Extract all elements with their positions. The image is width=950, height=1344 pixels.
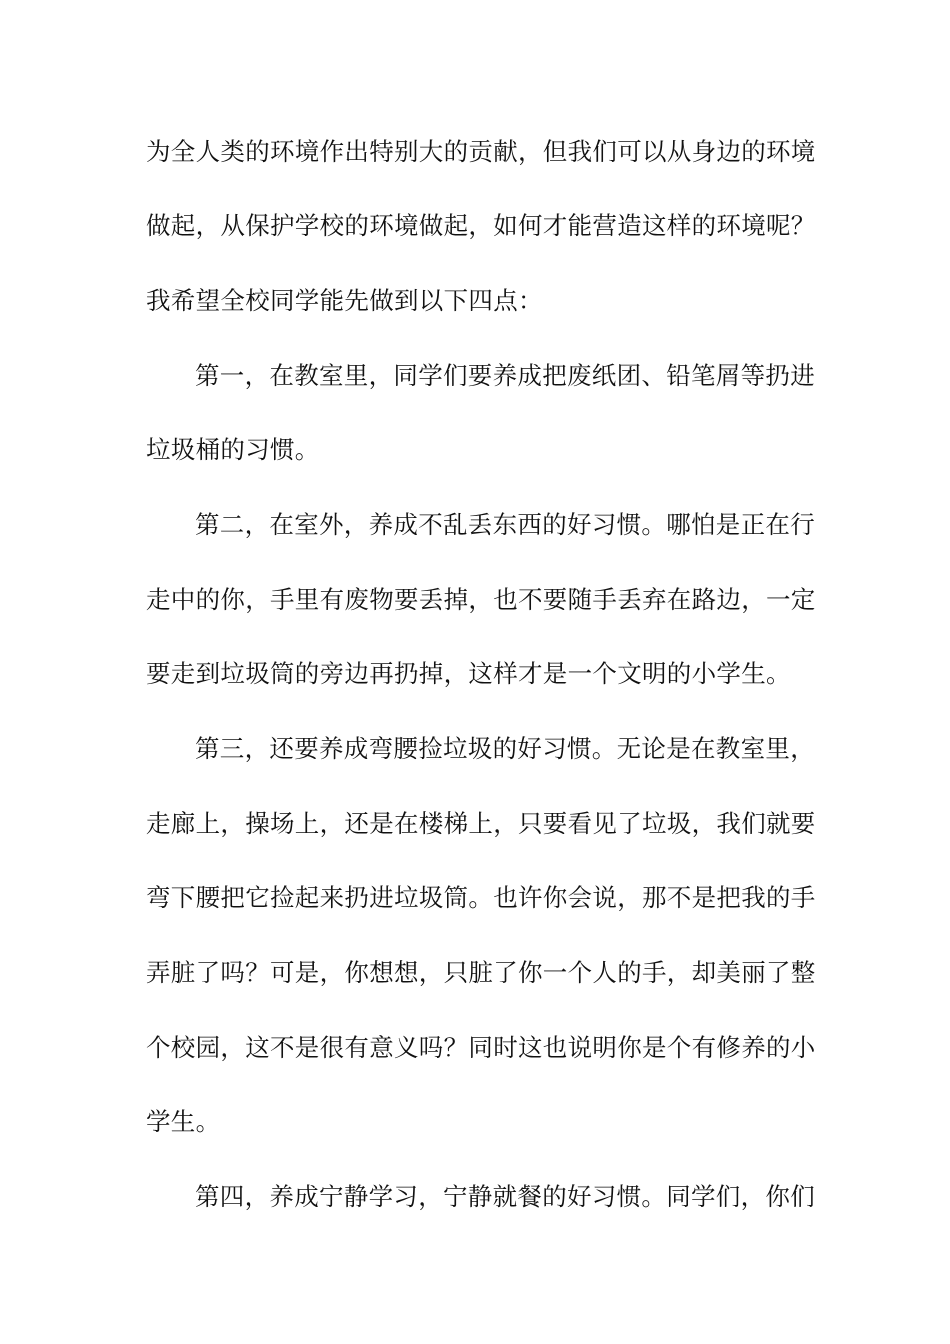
- text-line: 垃圾桶的习惯。: [146, 435, 320, 464]
- text-line: 做起，从保护学校的环境做起，如何才能营造这样的环境呢？: [146, 211, 816, 240]
- text-line: 学生。: [146, 1107, 221, 1136]
- paragraph-first-line: 第三，还要养成弯腰捡垃圾的好习惯。无论是在教室里，: [195, 734, 815, 763]
- text-line: 走中的你，手里有废物要丢掉，也不要随手丢弃在路边，一定: [146, 585, 816, 614]
- text-line: 我希望全校同学能先做到以下四点：: [146, 286, 543, 315]
- text-line: 弯下腰把它捡起来扔进垃圾筒。也许你会说，那不是把我的手: [146, 883, 816, 912]
- text-line: 要走到垃圾筒的旁边再扔掉，这样才是一个文明的小学生。: [146, 659, 791, 688]
- text-line: 走廊上，操场上，还是在楼梯上，只要看见了垃圾，我们就要: [146, 809, 816, 838]
- text-line: 个校园，这不是很有意义吗？同时这也说明你是个有修养的小: [146, 1033, 816, 1062]
- text-line: 为全人类的环境作出特别大的贡献，但我们可以从身边的环境: [146, 137, 816, 166]
- text-line: 弄脏了吗？可是，你想想，只脏了你一个人的手，却美丽了整: [146, 958, 816, 987]
- paragraph-first-line: 第二，在室外，养成不乱丢东西的好习惯。哪怕是正在行: [195, 510, 815, 539]
- paragraph-first-line: 第四，养成宁静学习，宁静就餐的好习惯。同学们，你们: [195, 1182, 815, 1211]
- paragraph-first-line: 第一，在教室里，同学们要养成把废纸团、铅笔屑等扔进: [195, 361, 815, 390]
